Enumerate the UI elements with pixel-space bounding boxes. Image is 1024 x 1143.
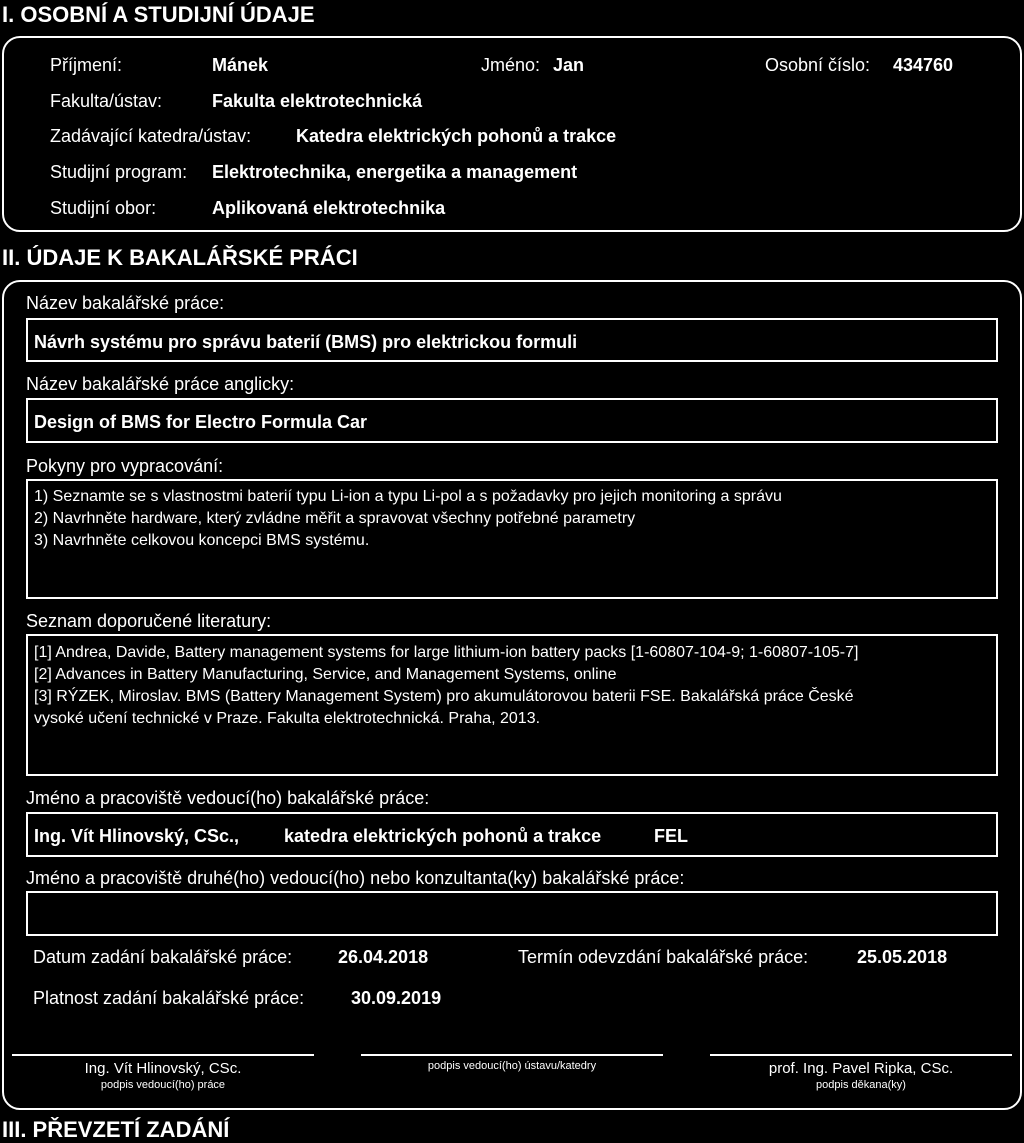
- firstname-label: Jméno:: [481, 55, 541, 75]
- validity-value: 30.09.2019: [351, 988, 442, 1008]
- signature-role-dean: podpis děkana(ky): [816, 1079, 906, 1091]
- signature-line: [12, 1054, 314, 1056]
- thesis-title-value: Návrh systému pro správu baterií (BMS) pro elektrickou formuli: [34, 332, 578, 352]
- thesis-title-label: Název bakalářské práce:: [26, 293, 225, 313]
- section1-title: I. OSOBNÍ A STUDIJNÍ ÚDAJE: [2, 2, 315, 27]
- thesis-title-en-value: Design of BMS for Electro Formula Car: [34, 412, 368, 432]
- signature-name-dean: prof. Ing. Pavel Ripka, CSc.: [768, 1060, 954, 1077]
- literature-line: vysoké učení technické v Praze. Fakulta elektrotechnická. Praha, 2013.: [34, 710, 541, 727]
- literature-line: [1] Andrea, Davide, Battery management systems for large lithium-ion battery packs [1-60807-104-9; 1-60807-105-7]: [34, 644, 859, 661]
- supervisor-label: Jméno a pracoviště vedoucí(ho) bakalářské práce:: [26, 788, 430, 808]
- assignment-date-label: Datum zadání bakalářské práce:: [33, 947, 293, 967]
- literature-label: Seznam doporučené literatury:: [26, 611, 272, 631]
- personal-id-label: Osobní číslo:: [765, 55, 871, 75]
- validity-label: Platnost zadání bakalářské práce:: [33, 988, 305, 1008]
- signature-name-supervisor: Ing. Vít Hlinovský, CSc.: [84, 1060, 242, 1077]
- instruction-line: 3) Navrhněte celkovou koncepci BMS systému.: [34, 532, 370, 549]
- literature-box: [26, 634, 998, 776]
- surname-value: Mánek: [212, 55, 269, 75]
- faculty-value: Fakulta elektrotechnická: [212, 91, 423, 111]
- study-program-label: Studijní program:: [50, 162, 188, 182]
- signature-role-head: podpis vedoucí(ho) ústavu/katedry: [427, 1060, 597, 1072]
- department-value: Katedra elektrických pohonů a trakce: [296, 126, 617, 146]
- instruction-line: 2) Navrhněte hardware, který zvládne měřit a spravovat všechny potřebné parametry: [34, 510, 636, 527]
- thesis-title-en-box: [26, 398, 998, 443]
- deadline-value: 25.05.2018: [857, 947, 948, 967]
- second-supervisor-label: Jméno a pracoviště druhé(ho) vedoucí(ho) nebo konzultanta(ky) bakalářské práce:: [26, 868, 685, 888]
- faculty-label: Fakulta/ústav:: [50, 91, 163, 111]
- section2-title: II. ÚDAJE K BAKALÁŘSKÉ PRÁCI: [2, 245, 358, 270]
- instruction-line: 1) Seznamte se s vlastnostmi baterií typu Li-ion a typu Li-pol a s požadavky pro jejich monitoring a správu: [34, 488, 782, 505]
- signature-role-supervisor: podpis vedoucí(ho) práce: [100, 1079, 226, 1091]
- instructions-label: Pokyny pro vypracování:: [26, 456, 224, 476]
- assignment-date-value: 26.04.2018: [338, 947, 429, 967]
- personal-id-value: 434760: [893, 55, 954, 75]
- surname-label: Příjmení:: [50, 55, 123, 75]
- deadline-label: Termín odevzdání bakalářské práce:: [518, 947, 809, 967]
- study-field-value: Aplikovaná elektrotechnika: [212, 198, 446, 218]
- study-field-label: Studijní obor:: [50, 198, 157, 218]
- supervisor-name: Ing. Vít Hlinovský, CSc.,: [34, 826, 240, 846]
- supervisor-department: katedra elektrických pohonů a trakce: [284, 826, 602, 846]
- supervisor-box: [26, 812, 998, 857]
- thesis-title-box: [26, 318, 998, 362]
- supervisor-faculty: FEL: [654, 826, 688, 846]
- firstname-value: Jan: [553, 55, 585, 75]
- thesis-title-en-label: Název bakalářské práce anglicky:: [26, 374, 295, 394]
- department-label: Zadávající katedra/ústav:: [50, 126, 252, 146]
- second-supervisor-box: [26, 891, 998, 936]
- section3-title: III. PŘEVZETÍ ZADÁNÍ: [2, 1117, 230, 1142]
- instructions-box: [26, 479, 998, 599]
- signature-line: [710, 1054, 1012, 1056]
- literature-line: [3] RÝZEK, Miroslav. BMS (Battery Management System) pro akumulátorovou baterii FSE. Bakalářská práce České: [34, 688, 854, 705]
- literature-line: [2] Advances in Battery Manufacturing, Service, and Management Systems, online: [34, 666, 617, 683]
- study-program-value: Elektrotechnika, energetika a management: [212, 162, 578, 182]
- signature-line: [361, 1054, 663, 1056]
